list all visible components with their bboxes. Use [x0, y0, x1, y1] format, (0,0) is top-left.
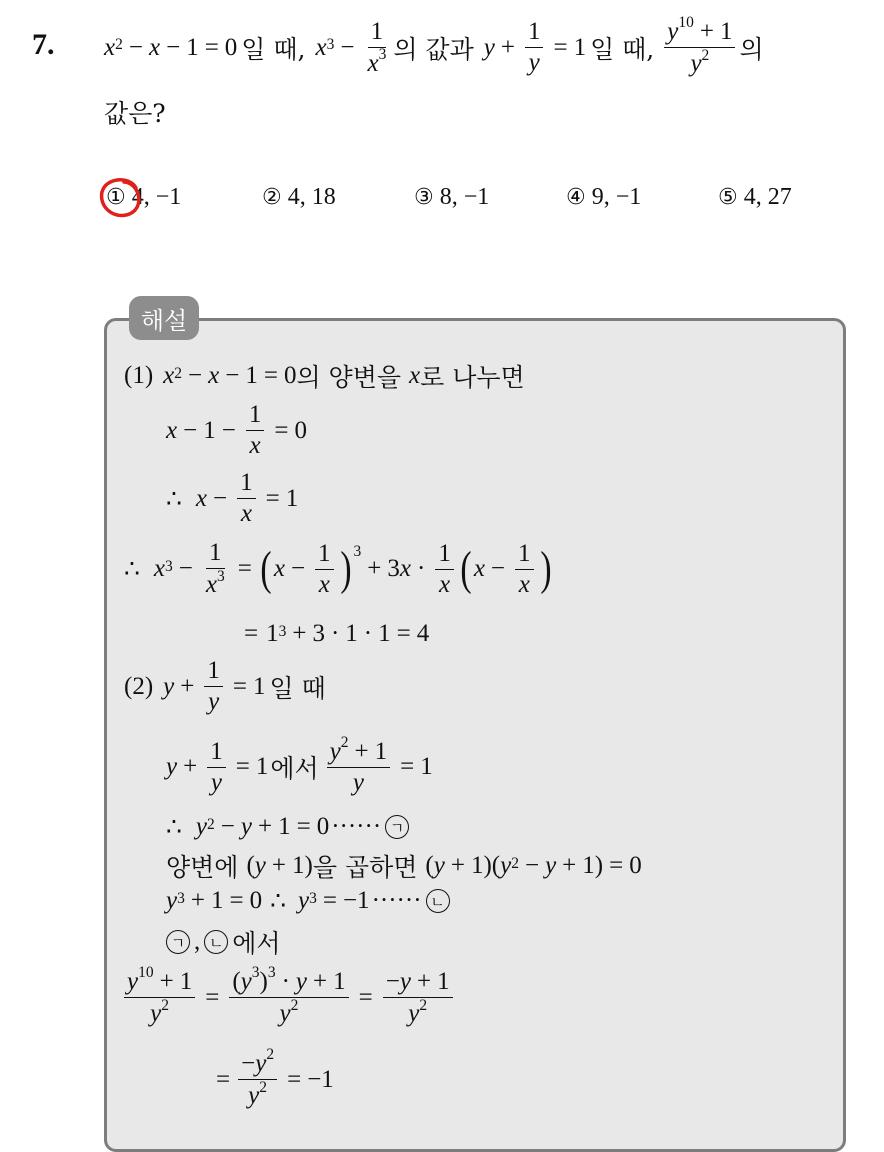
question-line-2: 값은?	[104, 99, 166, 128]
eq-therefore-1: ∴ x − $\frac{1}{x}$ = 1	[166, 469, 299, 528]
eq-from-marks: ㄱ , ㄴ 에서	[166, 924, 281, 960]
step1-label: (1)	[124, 362, 154, 389]
choice-5[interactable]	[718, 184, 792, 211]
eq-final-2: = $\frac{-y^2}{y^2}$ = −1	[216, 1046, 334, 1110]
choice-2-number: ②	[262, 185, 282, 210]
question-text-of: 의	[739, 34, 764, 64]
eq-cube: ∴ x $^3$ − $\frac{1}{x^3}$ = ( x − $\frac{1}{x}$ ) $^3$ + 3 x · $\frac{1}{x}$ ( x − $\frac{1}{x}$ )	[124, 539, 552, 599]
choice-4-text: 9, −1	[591, 184, 642, 210]
choice-3-text: 8, −1	[439, 184, 490, 210]
choice-1-number: ①	[106, 185, 126, 210]
question-text-value-and: 의 값과	[393, 34, 474, 64]
question-text-when1: 일 때,	[241, 34, 306, 64]
eq-y-cube: y $^3$ + 1 = 0 ∴ y $^3$ = −1 ······ ㄴ	[166, 886, 454, 916]
multiply-text-a: 양변에	[166, 853, 239, 882]
eq-x-minus-1: x − 1 − $\frac{1}{x}$ = 0	[166, 401, 307, 460]
step1-text2: 로 나누면	[420, 363, 525, 392]
choice-3-number: ③	[414, 185, 434, 210]
choice-5-text: 4, 27	[743, 184, 792, 210]
step2-label: (2)	[124, 672, 154, 700]
from-here-text: 에서	[270, 754, 319, 784]
mark-a-icon: ㄱ	[385, 815, 409, 839]
answer-mark-icon	[96, 174, 148, 222]
choice-5-number: ⑤	[718, 185, 738, 210]
step2-text: 일 때	[269, 673, 326, 703]
question-line-1: x $^2$ − x − 1 = 0 일 때, x $^3$ − $\frac{1}{x^3}$ 의 값과 y + $\frac{1}{y}$ = 1 일 때, $\frac{y^{10} + 1}{y^2}$ 의	[104, 14, 764, 78]
eq-quadratic-y: ∴ y $^2$ − y + 1 = 0 ······ ㄱ	[166, 812, 413, 842]
explanation-step1: (1) x $^2$ − x − 1 = 0 의 양변을 x 로 나누면	[124, 358, 525, 394]
mark-b-icon: ㄴ	[426, 889, 450, 913]
choice-3[interactable]	[414, 184, 489, 211]
eq-y-frac: y + $\frac{1}{y}$ = 1 에서 $\frac{y^2 + 1}{y}$ = 1	[166, 734, 433, 797]
step1-text: 의 양변을	[296, 363, 402, 392]
choice-2-text: 4, 18	[287, 184, 336, 210]
explanation-step2: (2) y + $\frac{1}{y}$ = 1 일 때	[124, 657, 326, 716]
eq-cube-result: = 1 $^3$ + 3 · 1 · 1 = 4	[244, 620, 430, 647]
choice-4-number: ④	[566, 185, 586, 210]
explanation-tag: 해설	[129, 296, 199, 340]
mark-a-ref-icon: ㄱ	[166, 930, 190, 954]
mark-b-ref-icon: ㄴ	[204, 930, 228, 954]
multiply-text-b: 을 곱하면	[312, 853, 418, 882]
question-number: 7.	[32, 28, 55, 61]
choice-4[interactable]	[566, 184, 641, 211]
question-text-when2: 일 때,	[590, 34, 655, 64]
from-marks-text: 에서	[232, 929, 281, 958]
eq-final-1: $\frac{y^{10} + 1}{y^2}$ = $\frac{(y^3)^3 \cdot y + 1}{y^2}$ = $\frac{-y + 1}{y^2}$	[124, 968, 457, 1028]
choice-2[interactable]	[262, 184, 336, 211]
eq-multiply: 양변에 ( y + 1) 을 곱하면 ( y + 1)( y $^2$ − y + 1) = 0	[166, 848, 642, 884]
choice-1-text: 4, −1	[131, 184, 182, 210]
